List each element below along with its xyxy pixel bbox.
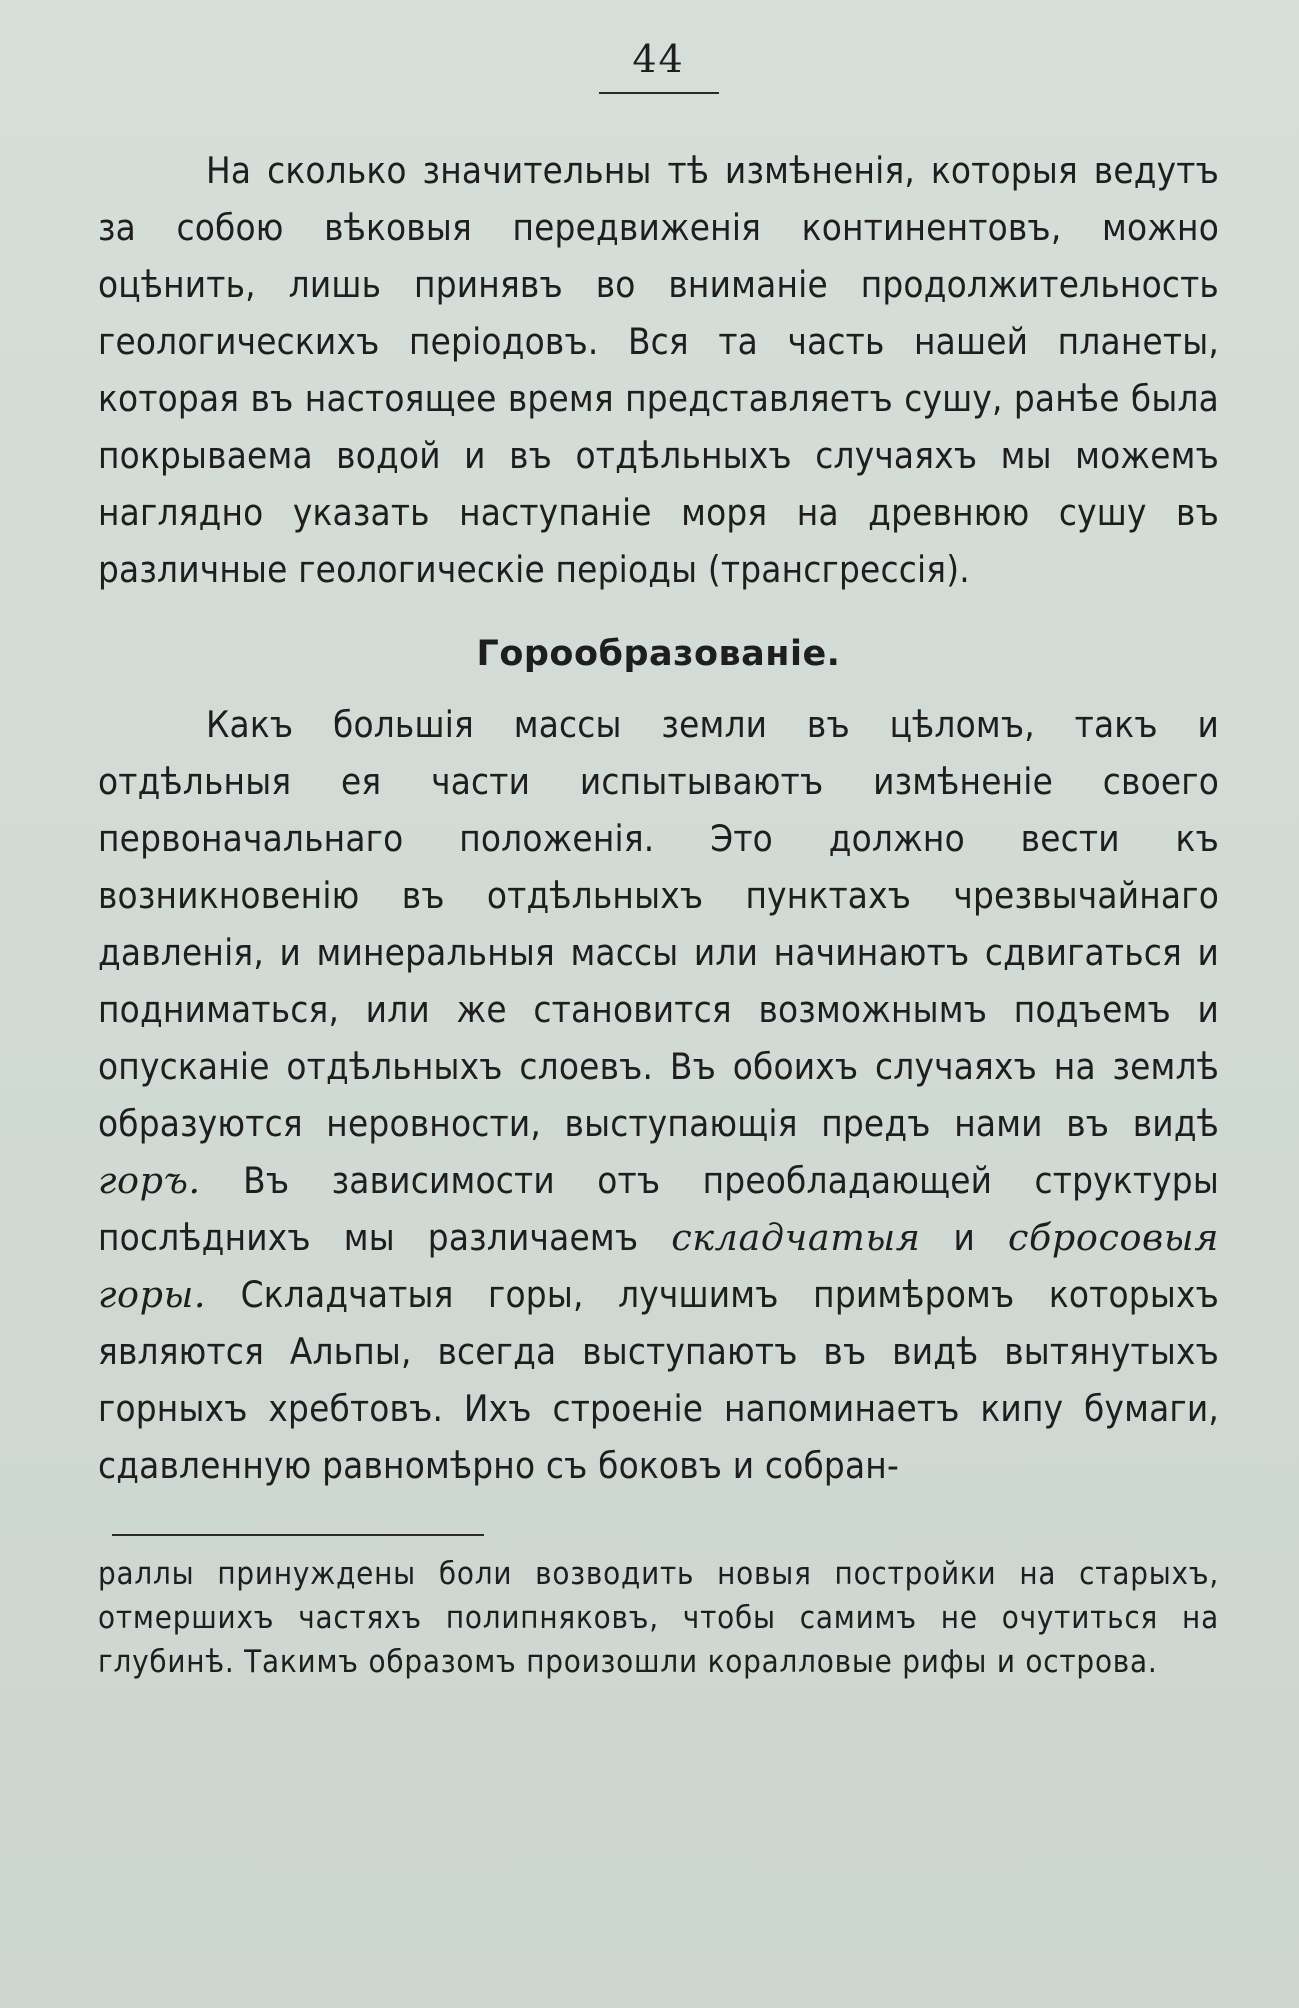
paragraph-text-part-1: Какъ большія массы земли въ цѣломъ, такъ и отдѣльныя ея части испытываютъ измѣненіе своего первоначальнаго положенія. Это должно вести къ возникновенію въ отдѣльныхъ пунктахъ чрезвычайнаго давленія, и минеральныя массы или начинаютъ сдвигаться и подниматься, или же становится возможнымъ подъемъ и опусканіе отдѣльныхъ слоевъ. Въ обоихъ случаяхъ на землѣ образуются неровности, выступающія предъ нами въ видѣ [98, 703, 1219, 1145]
paragraph-continents: На сколько значительны тѣ измѣненія, которыя ведутъ за собою вѣковыя передвиженія континентовъ, можно оцѣнить, лишь принявъ во вниманіе продолжительность геологическихъ періодовъ. Вся та часть нашей планеты, которая въ настоящее время представляетъ сушу, ранѣе была покрываема водой и въ отдѣльныхъ случаяхъ мы можемъ наглядно указать наступаніе моря на древнюю сушу въ различные геологическіе періоды (трансгрессія). [98, 149, 1219, 591]
page-number-rule [599, 92, 719, 94]
paragraph-mountain-formation [98, 696, 1219, 1494]
paragraph-text-part-3: Складчатыя горы, лучшимъ примѣромъ которыхъ являются Альпы, всегда выступаютъ въ видѣ вытянутыхъ горныхъ хребтовъ. Ихъ строеніе напоминаетъ кипу бумаги, сдавленную равномѣрно съ боковъ и собран- [98, 1273, 1219, 1487]
section-heading: Горообразованіе. [476, 634, 841, 674]
term-folded-mountains: складчатыя [671, 1216, 921, 1259]
footnote [98, 1552, 1219, 1684]
term-fault-mountains: сбросовыя горы. [98, 1216, 1219, 1316]
main-text [98, 142, 1219, 1494]
term-mountains: горъ. [98, 1159, 201, 1202]
footnote-text: раллы принуждены боли возводить новыя постройки на старыхъ, отмершихъ частяхъ полипняковъ, чтобы самимъ не очутиться на глубинѣ. Такимъ образомъ произошли коралловые рифы и острова. [98, 1556, 1219, 1680]
paragraph-text-part-2: Въ зависимости отъ преобладающей структуры послѣднихъ мы различаемъ [98, 1159, 1219, 1259]
page-number: 44 [632, 37, 685, 81]
conjunction-text: и [953, 1216, 976, 1259]
footnote-rule [112, 1534, 484, 1536]
